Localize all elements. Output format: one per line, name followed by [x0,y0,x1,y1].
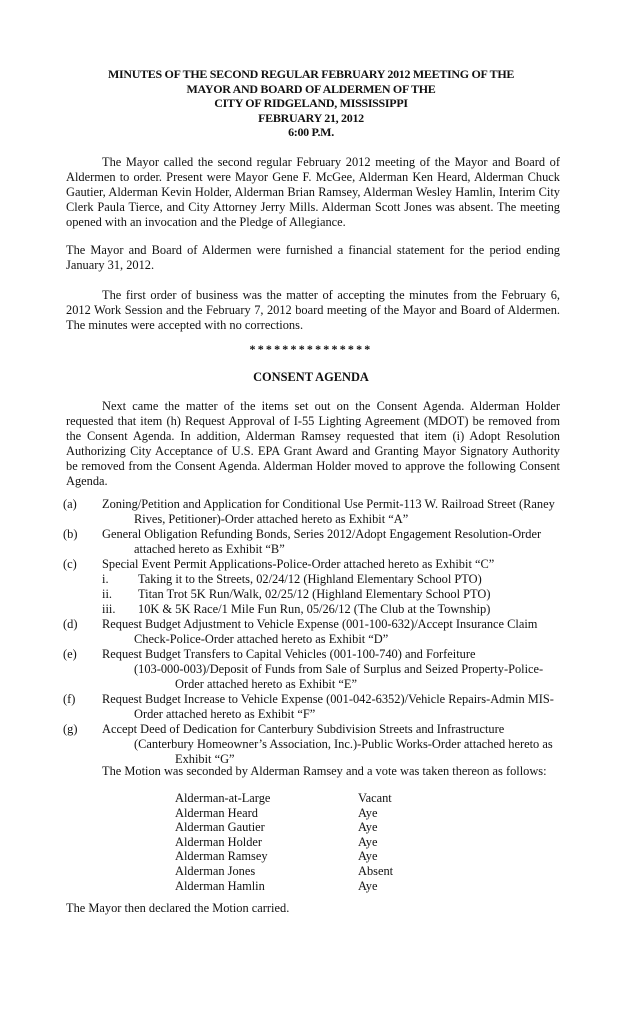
title-line: CITY OF RIDGELAND, MISSISSIPPI [214,96,408,110]
agenda-item-c [0,557,622,617]
vote-value: Aye [358,805,378,820]
title-line: 6:00 P.M. [288,125,334,139]
vote-value: Aye [358,849,378,864]
item-label: (c) [63,557,77,571]
minutes-paragraph: The first order of business was the matter of accepting the minutes from the February 6, 2012 Work Session and the February 7, 2012 board meeting of the Mayor and Board of Aldermen. The minutes were accepted with no corrections. [66,288,560,332]
item-label: (g) [63,722,78,736]
item-text: Order attached hereto as Exhibit “E” [175,677,357,691]
sub-item-label: ii. [102,587,112,601]
agenda-item-b [0,527,622,557]
opening-paragraph: The Mayor called the second regular February 2012 meeting of the Mayor and Board of Aldermen to order. Present were Mayor Gene F. McGee, Alderman Ken Heard, Alderman Chuck Gautier, Alderman Kevin Holder, Alderman Brian Ramsey, Alderman Wesley Hamlin, Interim City Clerk Paula Tierce, and City Attorney Jerry Mills. Alderman Scott Jones was absent. The meeting opened with an invocation and the Pledge of Allegiance. [66,155,560,229]
financial-paragraph: The Mayor and Board of Aldermen were furnished a financial statement for the period ending January 31, 2012. [66,243,560,272]
vote-value: Vacant [358,791,392,805]
agenda-item-a [0,497,622,527]
item-text: General Obligation Refunding Bonds, Series 2012/Adopt Engagement Resolution-Order [102,527,542,541]
vote-value: Aye [358,834,378,849]
agenda-item-e [0,647,622,692]
item-text: Special Event Permit Applications-Police-Order attached hereto as Exhibit “C” [102,557,495,571]
item-label: (b) [63,527,78,541]
sub-item-text: Titan Trot 5K Run/Walk, 02/25/12 (Highland Elementary School PTO) [138,587,491,601]
title-line: FEBRUARY 21, 2012 [258,110,364,125]
item-text: attached hereto as Exhibit “B” [134,542,285,556]
sub-item-text: Taking it to the Streets, 02/24/12 (Highland Elementary School PTO) [138,572,482,586]
item-text: Request Budget Transfers to Capital Vehicles (001-100-740) and Forfeiture [102,647,476,661]
item-label: (d) [63,617,78,631]
section-heading: CONSENT AGENDA [253,370,369,384]
vote-name: Alderman Heard [175,805,258,820]
agenda-item-d [0,617,622,647]
section-separator: *************** [249,342,373,356]
sub-item-label: i. [102,572,109,586]
vote-value: Aye [358,820,378,835]
item-label: (a) [63,497,77,511]
consent-intro-paragraph: Next came the matter of the items set out on the Consent Agenda. Alderman Holder requested that item (h) Request Approval of I-55 Lighting Agreement (MDOT) be removed from the Consent Agenda. In addition, Alderman Ramsey requested that item (i) Adopt Resolution Authorizing City Acceptance of U.S. EPA Grant Award and Granting Mayor Signatory Authority be removed from the Consent Agenda. Alderman Holder moved to approve the following Consent Agenda. [66,399,560,488]
item-text: Zoning/Petition and Application for Conditional Use Permit-113 W. Railroad Street (Raney [102,497,555,511]
item-text: Rives, Petitioner)-Order attached hereto as Exhibit “A” [134,512,409,526]
motion-text: The Motion was seconded by Alderman Ramsey and a vote was taken thereon as follows: [102,764,547,778]
item-text: Exhibit “G” [175,752,235,766]
title-line: MAYOR AND BOARD OF ALDERMEN OF THE [186,81,436,96]
item-text: (103-000-003)/Deposit of Funds from Sale of Surplus and Seized Property-Police- [134,662,544,676]
sub-item-text: 10K & 5K Race/1 Mile Fun Run, 05/26/12 (The Club at the Township) [138,602,491,616]
vote-name: Alderman Holder [175,834,263,849]
item-label: (e) [63,647,77,661]
consent-agenda-list [0,497,622,767]
closing-statement: The Mayor then declared the Motion carried. [66,901,290,915]
vote-value: Aye [358,878,378,893]
sub-item [0,602,622,617]
sub-item [0,587,622,602]
vote-name: Alderman-at-Large [175,791,271,805]
item-text: Order attached hereto as Exhibit “F” [134,707,316,721]
agenda-item-f [0,692,622,722]
title-line: MINUTES OF THE SECOND REGULAR FEBRUARY 2012 MEETING OF THE [107,67,515,81]
item-text: Request Budget Adjustment to Vehicle Expense (001-100-632)/Accept Insurance Claim [102,617,538,631]
sub-item [0,572,622,587]
vote-value: Absent [358,863,394,878]
agenda-item-g [0,722,622,767]
item-text: Accept Deed of Dedication for Canterbury Subdivision Streets and Infrastructure [102,722,505,736]
vote-name: Alderman Ramsey [175,849,268,864]
vote-name: Alderman Hamlin [175,878,265,893]
item-text: Check-Police-Order attached hereto as Exhibit “D” [134,632,389,646]
item-text: Request Budget Increase to Vehicle Expense (001-042-6352)/Vehicle Repairs-Admin MIS- [102,692,554,706]
sub-item-label: iii. [102,602,116,616]
vote-name: Alderman Gautier [175,820,265,835]
document-title [60,67,562,140]
item-text: (Canterbury Homeowner’s Association, Inc.)-Public Works-Order attached hereto as [134,737,553,751]
item-label: (f) [63,692,76,706]
vote-name: Alderman Jones [175,863,256,878]
